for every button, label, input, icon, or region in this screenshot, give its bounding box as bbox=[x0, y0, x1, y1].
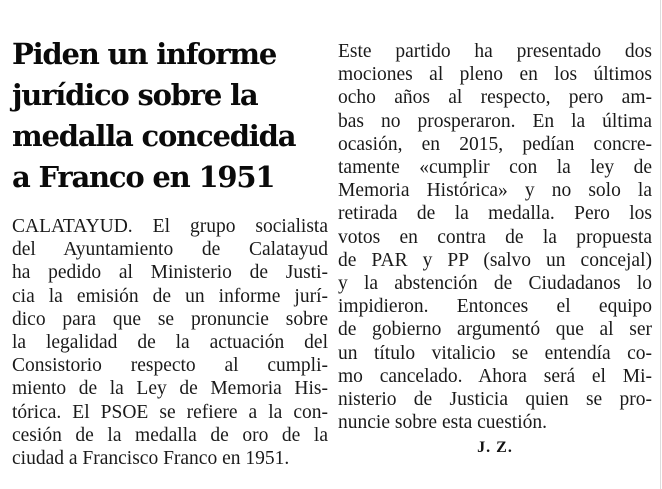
body-line: cia la emisión de un informe jurí- bbox=[12, 285, 328, 307]
headline-line: jurídico sobre la bbox=[12, 78, 258, 112]
body-line: cesión de la medalla de oro de la bbox=[12, 424, 328, 446]
body-line: CALATAYUD. El grupo socialista bbox=[12, 216, 328, 237]
body-line: nuncie sobre esta cuestión. bbox=[338, 412, 548, 434]
headline-line: medalla concedida bbox=[12, 119, 296, 153]
body-line: Memoria Histórica» y no solo la bbox=[338, 180, 652, 202]
body-line: Este partido ha presentado dos bbox=[338, 41, 652, 62]
body-line: del Ayuntamiento de Calatayud bbox=[12, 239, 328, 261]
body-line: tórica. El PSOE se refiere a la con- bbox=[12, 401, 328, 423]
body-line: retirada de la medalla. Pero los bbox=[338, 203, 652, 225]
body-line: nisterio de Justicia quien se pro- bbox=[338, 389, 652, 411]
headline-line: Piden un informe bbox=[12, 37, 277, 71]
headline bbox=[12, 0, 328, 198]
body-line: ocasión, en 2015, pedían concre- bbox=[338, 133, 652, 155]
body-line: miento de la Ley de Memoria His- bbox=[12, 378, 328, 400]
article-body-right bbox=[338, 0, 652, 434]
body-line: ocho años al respecto, pero am- bbox=[338, 87, 652, 109]
body-line: impidieron. Entonces el equipo bbox=[338, 296, 652, 318]
body-line: mociones al pleno en los últimos bbox=[338, 64, 652, 86]
body-line: Consistorio respecto al cumpli- bbox=[12, 355, 328, 377]
body-line: dico para que se pronuncie sobre bbox=[12, 308, 328, 330]
body-line: y la abstención de Ciudadanos lo bbox=[338, 273, 652, 295]
body-line: de gobierno argumentó que al ser bbox=[338, 319, 652, 341]
author-signature: J. Z. bbox=[477, 439, 513, 457]
page-edge-divider bbox=[660, 0, 661, 489]
article-body-left bbox=[12, 215, 328, 470]
body-line: tamente «cumplir con la ley de bbox=[338, 157, 652, 179]
right-column bbox=[338, 0, 652, 457]
body-line: votos en contra de la propuesta bbox=[338, 226, 652, 248]
body-line: bas no prosperaron. En la última bbox=[338, 110, 652, 132]
headline-line: a Franco en 1951 bbox=[12, 160, 275, 194]
body-line: ciudad a Francisco Franco en 1951. bbox=[12, 448, 290, 470]
body-line: ha pedido al Ministerio de Justi- bbox=[12, 262, 328, 284]
left-column bbox=[12, 0, 328, 470]
body-line: de PAR y PP (salvo un concejal) bbox=[338, 249, 652, 271]
body-line: la legalidad de la actuación del bbox=[12, 332, 328, 354]
body-line: un título vitalicio se entendía co- bbox=[338, 342, 652, 364]
body-line: mo cancelado. Ahora será el Mi- bbox=[338, 365, 652, 387]
